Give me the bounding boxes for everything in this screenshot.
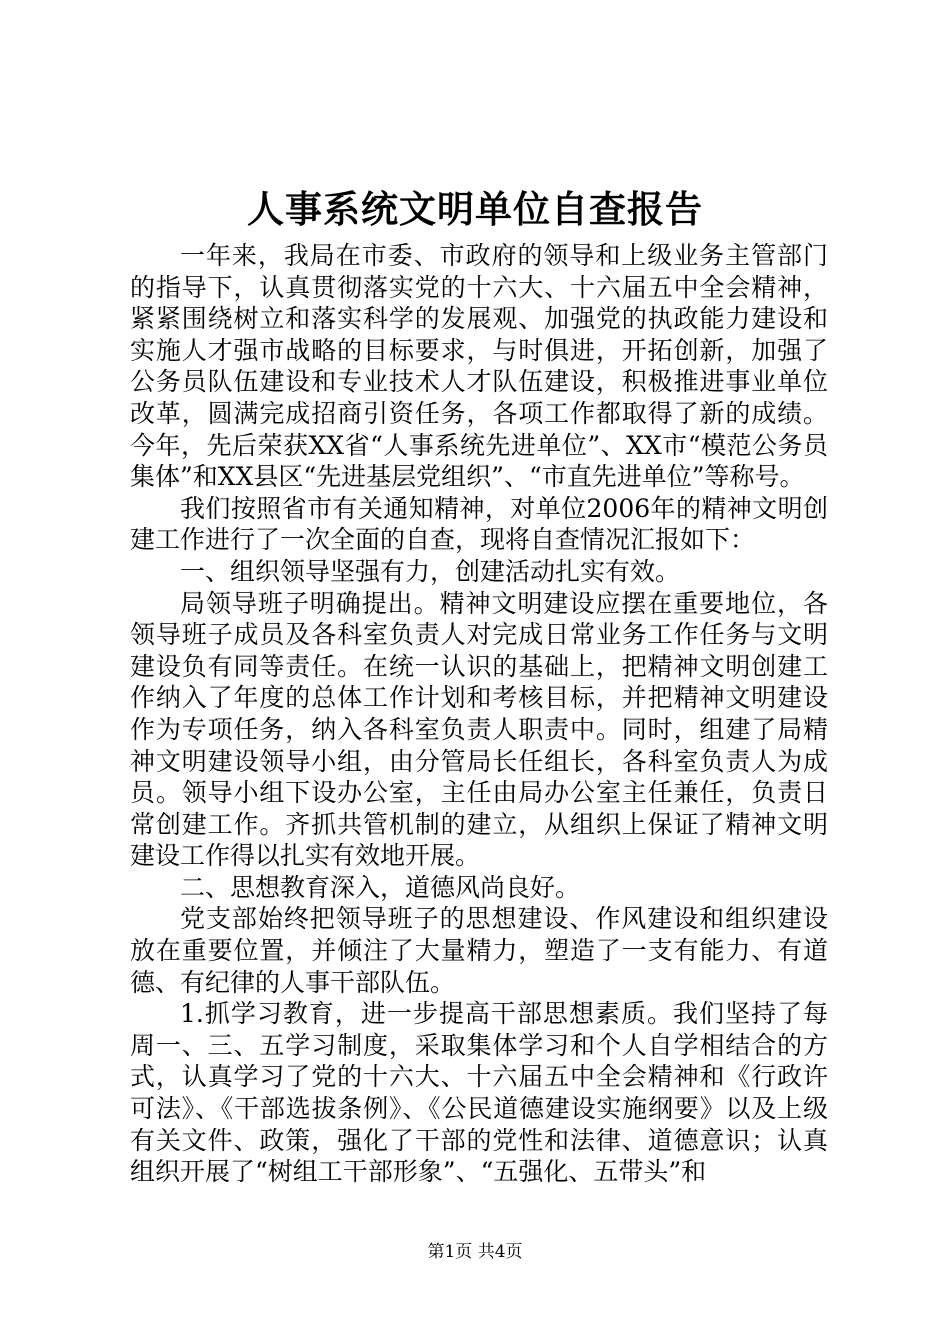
document-title: 人事系统文明单位自查报告 bbox=[247, 187, 703, 231]
page-number-footer: 第1页 共4页 bbox=[427, 1242, 523, 1262]
paragraph-self-check: 我们按照省市有关通知精神，对单位2006年的精神文明创建工作进行了一次全面的自查，现将自查情况汇报如下： bbox=[130, 493, 828, 555]
document-body bbox=[130, 240, 828, 1188]
paragraph-leadership: 局领导班子明确提出。精神文明建设应摆在重要地位，各领导班子成员及各科室负责人对完成日常业务工作任务与文明建设负有同等责任。在统一认识的基础上，把精神文明创建工作纳入了年度的总体工作计划和考核目标，并把精神文明建设作为专项任务，纳入各科室负责人职责中。同时，组建了局精神文明建设领导小组，由分管局长任组长，各科室负责人为成员。领导小组下设办公室，主任由局办公室主任兼任，负责日常创建工作。齐抓共管机制的建立，从组织上保证了精神文明建设工作得以扎实有效地开展。 bbox=[130, 588, 828, 871]
paragraph-study-education: 1.抓学习教育，进一步提高干部思想素质。我们坚持了每周一、三、五学习制度，采取集体学习和个人自学相结合的方式，认真学习了党的十六大、十六届五中全会精神和《行政许可法》、《干部选拔条例》、《公民道德建设实施纲要》以及上级有关文件、政策，强化了干部的党性和法律、道德意识；认真组织开展了“树组工干部形象”、“五强化、五带头”和 bbox=[130, 999, 828, 1187]
section-heading-2: 二、思想教育深入，道德风尚良好。 bbox=[180, 872, 581, 902]
section-heading-1: 一、组织领导坚强有力，创建活动扎实有效。 bbox=[180, 556, 681, 586]
paragraph-intro: 一年来，我局在市委、市政府的领导和上级业务主管部门的指导下，认真贯彻落实党的十六大、十六届五中全会精神，紧紧围绕树立和落实科学的发展观、加强党的执政能力建设和实施人才强市战略的目标要求，与时俱进，开拓创新，加强了公务员队伍建设和专业技术人才队伍建设，积极推进事业单位改革，圆满完成招商引资任务，各项工作都取得了新的成绩。今年，先后荣获XX省“人事系统先进单位”、XX市“模范公务员集体”和XX县区“先进基层党组织”、“市直先进单位”等称号。 bbox=[130, 241, 828, 492]
paragraph-party-branch: 党支部始终把领导班子的思想建设、作风建设和组织建设放在重要位置，并倾注了大量精力，塑造了一支有能力、有道德、有纪律的人事干部队伍。 bbox=[130, 904, 828, 997]
